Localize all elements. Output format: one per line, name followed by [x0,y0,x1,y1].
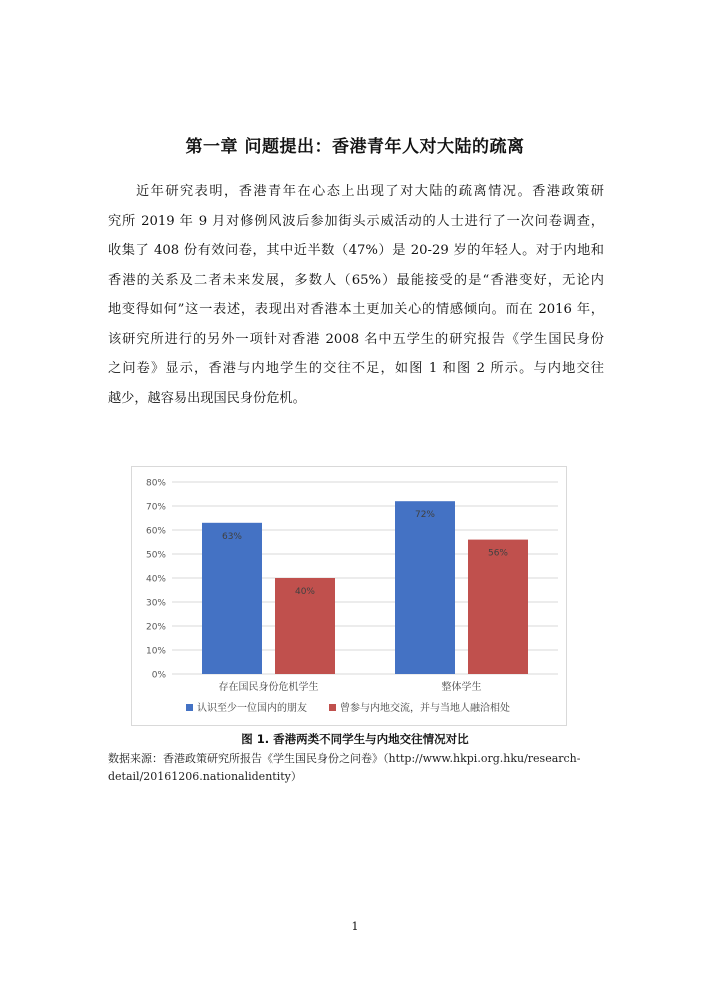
data-label: 56% [487,548,509,559]
y-tick-label: 80% [145,478,166,489]
paragraph-line: 之问卷》显示，香港与内地学生的交往不足，如图 1 和图 2 所示。与内地交往 [108,361,604,376]
paragraph-line: 究所 2019 年 9 月对修例风波后参加街头示威活动的人士进行了一次问卷调查， [108,213,604,229]
y-tick-label: 10% [145,646,166,657]
page-number: 1 [351,920,359,933]
bar [468,540,528,674]
legend-swatch [186,704,193,711]
x-tick-label: 整体学生 [441,682,482,693]
figure-caption: 图 1. 香港两类不同学生与内地交往情况对比 [241,732,469,746]
source-line: detail/20161206.nationalidentity） [108,770,302,783]
paragraph-line: 越少，越容易出现国民身份危机。 [108,390,306,406]
y-tick-label: 40% [145,574,166,585]
bar [202,523,262,674]
data-label: 40% [294,587,316,597]
bar-chart [131,466,567,726]
y-tick-label: 70% [145,502,166,513]
y-tick-label: 20% [145,622,166,633]
legend-label: 曾参与内地交流，并与当地人融洽相处 [340,703,510,714]
y-tick-label: 30% [145,598,166,609]
y-tick-label: 0% [151,670,166,681]
data-label: 63% [221,531,243,542]
bar-chart-svg [132,467,566,725]
source-line: 数据来源：香港政策研究所报告《学生国民身份之问卷》（http://www.hkpi.org.hku/research- [108,752,581,765]
paragraph-line: 收集了 408 份有效问卷，其中近半数（47%）是 20-29 岁的年轻人。对于内地和 [108,243,604,258]
data-label: 72% [414,510,436,521]
y-tick-label: 60% [145,526,166,537]
y-tick-label: 50% [145,550,166,561]
paragraph-line: 该研究所进行的另外一项针对香港 2008 名中五学生的研究报告《学生国民身份 [108,331,604,347]
paragraph-line: 香港的关系及二者未来发展，多数人（65%）最能接受的是“香港变好，无论内 [108,272,604,288]
chapter-title: 第一章 问题提出：香港青年人对大陆的疏离 [185,137,525,157]
x-tick-label: 存在国民身份危机学生 [218,682,319,693]
body-paragraph [108,177,604,413]
data-source-note [108,750,608,786]
paragraph-line: 近年研究表明，香港青年在心态上出现了对大陆的疏离情况。香港政策研 [136,184,604,199]
paragraph-line: 地变得如何”这一表述，表现出对香港本土更加关心的情感倾向。而在 2016 年， [108,302,604,317]
legend-label: 认识至少一位国内的朋友 [197,703,307,714]
legend-swatch [329,704,336,711]
bar [395,501,455,674]
